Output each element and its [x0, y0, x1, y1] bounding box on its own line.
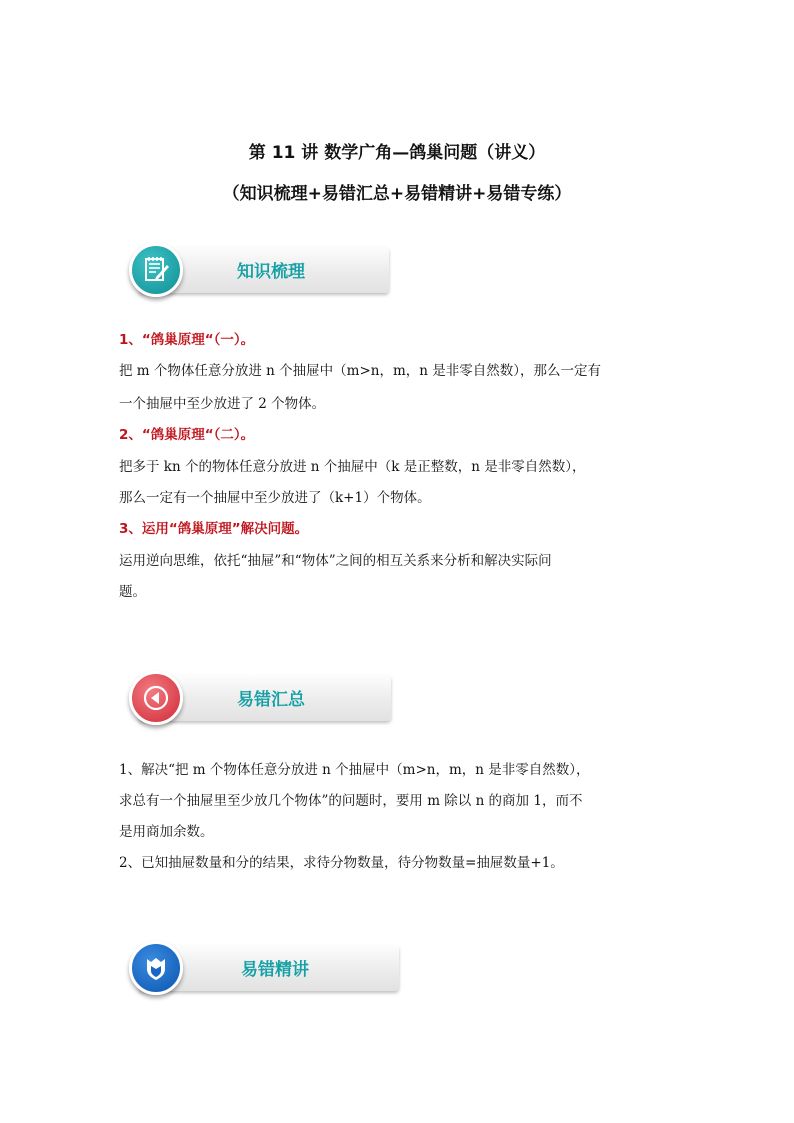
heading-3: 3、运用“鸽巢原理”解决问题。 [119, 521, 309, 537]
shield-icon [129, 941, 183, 995]
heading-1: 1、“鸽巢原理“（一）。 [119, 332, 255, 348]
page-subtitle: （知识梳理+易错汇总+易错精讲+易错专练） [222, 184, 572, 204]
paragraph-line: 运用逆向思维，依托“抽屉”和“物体”之间的相互关系来分析和解决实际问 [119, 553, 552, 569]
section-banner-mistakes-summary [129, 671, 393, 731]
paragraph-line: 是用商加余数。 [119, 824, 214, 840]
play-arrow-icon [129, 671, 183, 725]
section-banner-knowledge [129, 243, 391, 303]
page-title: 第 11 讲 数学广角—鸽巢问题（讲义） [248, 143, 546, 163]
paragraph-line: 1、解决“把 m 个物体任意分放进 n 个抽屉中（m>n，m，n 是非零自然数）， [119, 762, 590, 778]
section-banner-mistakes-explained [129, 941, 401, 1001]
banner-label: 易错精讲 [241, 960, 309, 980]
paragraph-line: 题。 [119, 584, 146, 600]
banner-label: 知识梳理 [237, 262, 305, 282]
paragraph-line: 求总有一个抽屉里至少放几个物体”的问题时，要用 m 除以 n 的商加 1，而不 [119, 793, 583, 809]
paragraph-line: 那么一定有一个抽屉中至少放进了（k+1）个物体。 [119, 490, 431, 506]
banner-label: 易错汇总 [237, 690, 305, 710]
notepad-pencil-icon [129, 243, 183, 297]
heading-2: 2、“鸽巢原理“（二）。 [119, 427, 255, 443]
paragraph-line: 2、已知抽屉数量和分的结果，求待分物数量，待分物数量=抽屉数量+1。 [119, 855, 564, 871]
paragraph-line: 一个抽屉中至少放进了 2 个物体。 [119, 396, 326, 412]
paragraph-line: 把 m 个物体任意分放进 n 个抽屉中（m>n，m，n 是非零自然数），那么一定有 [119, 363, 602, 379]
paragraph-line: 把多于 kn 个的物体任意分放进 n 个抽屉中（k 是正整数，n 是非零自然数）， [119, 459, 586, 475]
